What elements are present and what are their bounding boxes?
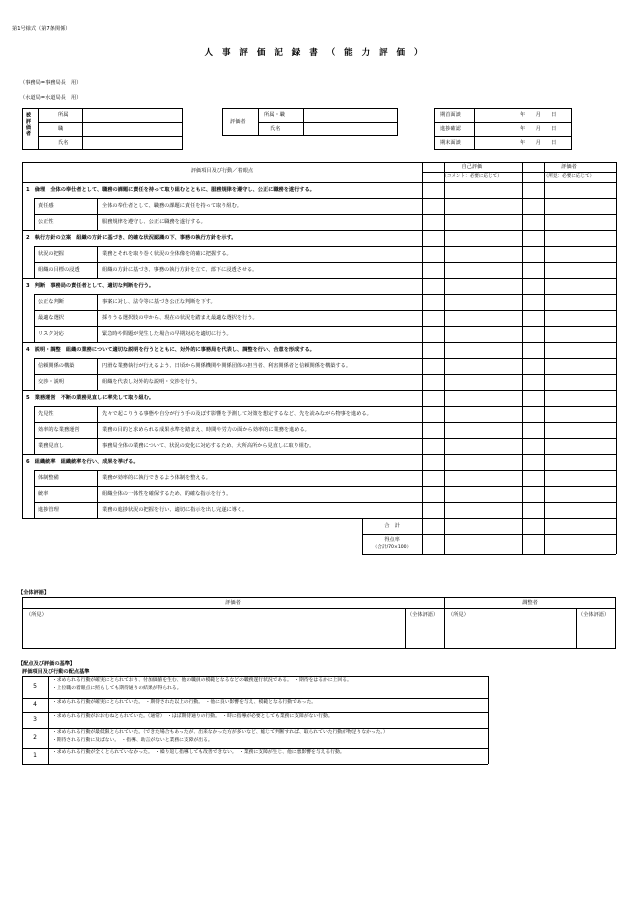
self-score-1-2[interactable] — [423, 215, 443, 229]
item-desc-6-1: 業務が効率的に執行できるよう体制を整える。 — [102, 475, 211, 481]
evaluatee-field-post: 職 — [58, 126, 64, 132]
evaluatee-affiliation-input[interactable] — [83, 109, 182, 121]
item-name-4-1: 信頼関係の構築 — [38, 363, 75, 369]
rule — [362, 534, 616, 535]
eval-score-3-2[interactable] — [523, 311, 543, 325]
criteria-score-3: 3 — [33, 716, 37, 723]
self-comment-6-1[interactable] — [445, 471, 521, 485]
rule — [22, 748, 488, 749]
self-comment-5-1[interactable] — [445, 407, 521, 421]
self-score-3-3[interactable] — [423, 327, 443, 341]
item-name-5-1: 先見性 — [38, 411, 54, 417]
overall-section-title: 【全体評語】 — [18, 590, 50, 596]
eval-score-2-1[interactable] — [523, 247, 543, 261]
eval-comment-6-1[interactable] — [545, 471, 615, 485]
overall-evaluator-opinion-label: （所見） — [26, 612, 47, 618]
self-comment-2-2[interactable] — [445, 263, 521, 277]
rule — [97, 294, 98, 342]
evaluatee-post-input[interactable] — [83, 123, 182, 135]
header-self-eval-sub: （コメント：必要に応じて） — [442, 174, 502, 179]
category-heading-6: 6 組織統率 組織統率を行い、成果を挙げる。 — [26, 459, 139, 465]
eval-comment-3-1[interactable] — [545, 295, 615, 309]
rule — [22, 182, 616, 183]
item-desc-3-1: 事案に対し、法令等に基づき公正な判断を下す。 — [102, 299, 216, 305]
rule — [22, 278, 616, 279]
eval-comment-4-1[interactable] — [545, 359, 615, 373]
rule — [22, 698, 488, 699]
item-desc-5-2: 業務の目的と求められる成果水準を踏まえ、時間や労力の面から効率的に業務を進める。 — [102, 427, 310, 433]
rule — [97, 198, 98, 230]
score-rate-label: 得点率 — [384, 537, 400, 543]
eval-score-4-2[interactable] — [523, 375, 543, 389]
item-name-1-1: 責任感 — [38, 203, 54, 209]
rule — [616, 162, 617, 554]
eval-comment-5-2[interactable] — [545, 423, 615, 437]
category-heading-5: 5 業務運営 不断の業務見直しに率先して取り組む。 — [26, 395, 155, 401]
self-comment-6-3[interactable] — [445, 503, 521, 517]
eval-score-6-1[interactable] — [523, 471, 543, 485]
rule — [97, 246, 98, 278]
criteria-desc-4-2: ・期待される行動に及ばない。 ・指導、助言がないと業務に支障が出る。 — [52, 738, 213, 743]
eval-total-input[interactable] — [523, 519, 543, 533]
item-name-2-1: 状況の把握 — [38, 251, 64, 257]
item-desc-1-2: 服務規律を遵守し、公正に職務を遂行する。 — [102, 219, 206, 225]
self-score-6-3[interactable] — [423, 503, 443, 517]
criteria-desc-3-1: ・求められる行動がおおむねとられていた。（通常） ・ほぼ期待通りの行動。 ・時に指導が必要としても業務に支障がない行動。 — [52, 714, 333, 719]
overall-adjuster-grade-label: （全体評語） — [578, 612, 610, 618]
self-comment-4-2[interactable] — [445, 375, 521, 389]
evaluator-label: 評価者 — [230, 119, 246, 125]
self-comment-1-2[interactable] — [445, 215, 521, 229]
item-name-2-2: 組織の目標の浸透 — [38, 267, 80, 273]
self-score-3-2[interactable] — [423, 311, 443, 325]
self-comment-3-1[interactable] — [445, 295, 521, 309]
overall-evaluator-opinion-input[interactable] — [23, 620, 404, 648]
self-rate-input[interactable] — [423, 535, 443, 553]
rule — [97, 470, 98, 518]
category-heading-4: 4 説明・調整 組織の業務について適切な説明を行うとともに、対外的に事務局を代表し、調整を行い、合意を形成する。 — [26, 347, 315, 353]
item-desc-4-2: 組織を代表し対外的な説明・交渉を行う。 — [102, 379, 201, 385]
criteria-desc-5-1: ・求められる行動が全くとられていなかった。 ・繰り返し指導しても改善できない。 ・業務に支障が生じ、他に悪影響を与える行動。 — [52, 750, 345, 755]
eval-comment-4-2[interactable] — [545, 375, 615, 389]
total-label: 合 計 — [384, 523, 400, 529]
rule — [422, 172, 616, 173]
rule — [22, 342, 616, 343]
check-label-1: 期首面談 — [440, 112, 461, 118]
item-desc-6-2: 組織全体の一体性を確保するため、的確な指示を行う。 — [102, 491, 232, 497]
eval-score-1-1[interactable] — [523, 199, 543, 213]
scope-line-2: （水道局=水道局長 用） — [20, 95, 82, 101]
header-evaluator: 評価者 — [561, 164, 577, 170]
self-comment-6-2[interactable] — [445, 487, 521, 501]
self-score-4-2[interactable] — [423, 375, 443, 389]
item-name-6-2: 統率 — [38, 491, 49, 497]
self-score-2-2[interactable] — [423, 263, 443, 277]
eval-comment-6-3[interactable] — [545, 503, 615, 517]
item-desc-1-1: 全体の奉仕者として、職務の課題に責任を持って取り組む。 — [102, 203, 242, 209]
rule — [362, 554, 616, 555]
rule — [22, 712, 488, 713]
header-self-eval: 自己評価 — [461, 164, 483, 170]
self-comment-5-2[interactable] — [445, 423, 521, 437]
self-score-5-3[interactable] — [423, 439, 443, 453]
item-name-3-3: リスク対応 — [38, 331, 64, 337]
self-comment-3-2[interactable] — [445, 311, 521, 325]
evaluator-field-affiliation: 所属・職 — [264, 112, 285, 118]
check-label-2: 進捗確認 — [440, 126, 461, 132]
item-name-5-3: 業務見直し — [38, 443, 64, 449]
rule — [97, 406, 98, 454]
item-name-4-2: 交渉・説明 — [38, 379, 64, 385]
item-name-6-3: 進捗管理 — [38, 507, 59, 513]
self-score-4-1[interactable] — [423, 359, 443, 373]
criteria-score-4: 2 — [33, 734, 37, 741]
overall-adjuster-grade-input[interactable] — [577, 620, 615, 648]
eval-comment-3-3[interactable] — [545, 327, 615, 341]
item-desc-5-1: 先々で起こりうる事態や自分が行う手の及ぼす影響を予測して対策を想定するなど、先を読みながら物事を進める。 — [102, 411, 372, 417]
rule — [22, 230, 616, 231]
item-desc-4-1: 円滑な業務執行が行えるよう、日頃から関係機関や関係団体の担当者、利害関係者と信頼関係を構築する。 — [102, 363, 352, 369]
self-score-2-1[interactable] — [423, 247, 443, 261]
self-comment-3-3[interactable] — [445, 327, 521, 341]
score-rate-sub: （合計/70×100） — [372, 545, 412, 550]
self-score-6-2[interactable] — [423, 487, 443, 501]
self-score-5-1[interactable] — [423, 407, 443, 421]
rule — [34, 198, 35, 230]
overall-adjuster-opinion-input[interactable] — [445, 620, 575, 648]
criteria-section-title: 【配点及び評価の基準】 — [18, 661, 76, 667]
page-title: 人 事 評 価 記 録 書 （ 能 力 評 価 ） — [204, 48, 426, 58]
eval-score-5-1[interactable] — [523, 407, 543, 421]
item-desc-5-3: 事務局全体の業務について、状況の変化に対応するため、大所高所から見直しに取り組む。 — [102, 443, 315, 449]
check-date-3[interactable]: 年 月 日 — [520, 140, 557, 146]
eval-score-6-3[interactable] — [523, 503, 543, 517]
rule — [34, 470, 35, 518]
item-name-3-1: 公正な判断 — [38, 299, 64, 305]
rule — [34, 294, 35, 342]
item-desc-3-3: 緊急時や問題が発生した場合の早期対応を適切に行う。 — [102, 331, 232, 337]
self-comment-4-1[interactable] — [445, 359, 521, 373]
self-score-6-1[interactable] — [423, 471, 443, 485]
self-score-3-1[interactable] — [423, 295, 443, 309]
rule — [34, 358, 35, 390]
eval-comment-2-1[interactable] — [545, 247, 615, 261]
eval-comment-1-2[interactable] — [545, 215, 615, 229]
rule — [22, 454, 616, 455]
criteria-score-2: 4 — [33, 701, 37, 708]
category-heading-3: 3 判断 事務局の責任者として、適切な判断を行う。 — [26, 283, 155, 289]
header-items: 評価項目及び行動／着眼点 — [190, 168, 254, 174]
rule — [488, 676, 489, 764]
item-name-6-1: 体制整備 — [38, 475, 59, 481]
rule — [22, 162, 616, 163]
rule — [22, 764, 488, 765]
category-heading-1: 1 倫理 全体の奉仕者として、職務の課題に責任を持って取り組むとともに、服務規律を遵守し、公正に職務を遂行する。 — [26, 187, 315, 193]
rule — [22, 676, 23, 764]
scope-line-1: （事務局=事務局長 用） — [20, 80, 82, 86]
eval-comment-1-1[interactable] — [545, 199, 615, 213]
rule — [34, 406, 35, 454]
item-desc-2-1: 業務とそれを取り巻く状況の全体像を的確に把握する。 — [102, 251, 232, 257]
criteria-desc-1-2: ・上位職の着眼点に照らしても期待通りの結果が得られる。 — [52, 686, 182, 691]
evaluator-affiliation-input[interactable] — [304, 109, 397, 121]
eval-comment-5-3[interactable] — [545, 439, 615, 453]
self-comment-1-1[interactable] — [445, 199, 521, 213]
rule — [22, 728, 488, 729]
criteria-score-1: 5 — [33, 683, 37, 690]
criteria-desc-1-1: ・求められる行動が確実にとられており、付加価値を生む、他の職員の模範となるなどの職務遂行状況である。 ・期待をはるかに上回る。 — [52, 678, 352, 683]
check-date-1[interactable]: 年 月 日 — [520, 112, 557, 118]
eval-comment-6-2[interactable] — [545, 487, 615, 501]
eval-score-2-2[interactable] — [523, 263, 543, 277]
category-heading-2: 2 執行方針の立案 組織の方針に基づき、的確な状況認識の下、事務の執行方針を示す。 — [26, 235, 237, 241]
item-desc-3-2: 採りうる選択肢の中から、現在の状況を踏まえ最適な選択を行う。 — [102, 315, 258, 321]
item-name-1-2: 公正性 — [38, 219, 54, 225]
eval-score-3-3[interactable] — [523, 327, 543, 341]
rule — [22, 676, 488, 677]
check-label-3: 期末面談 — [440, 140, 461, 146]
self-score-5-2[interactable] — [423, 423, 443, 437]
eval-comment-3-2[interactable] — [545, 311, 615, 325]
eval-rate-input[interactable] — [523, 535, 543, 553]
evaluatee-label: 被評価者 — [25, 112, 31, 137]
item-desc-6-3: 業務の進捗状況の把握を行い、適切に指示を出し完遂に導く。 — [102, 507, 248, 513]
eval-score-5-3[interactable] — [523, 439, 543, 453]
self-comment-5-3[interactable] — [445, 439, 521, 453]
eval-score-4-1[interactable] — [523, 359, 543, 373]
eval-comment-5-1[interactable] — [545, 407, 615, 421]
eval-score-6-2[interactable] — [523, 487, 543, 501]
self-comment-2-1[interactable] — [445, 247, 521, 261]
criteria-subtitle: 評価項目及び行動の配点基準 — [22, 669, 90, 675]
criteria-desc-2-1: ・求められる行動が確実にとられていた。 ・期待された以上の行動。 ・他に良い影響を与え、模範となる行動であった。 — [52, 700, 317, 705]
rule — [22, 162, 23, 518]
eval-score-3-1[interactable] — [523, 295, 543, 309]
evaluatee-name-input[interactable] — [83, 137, 182, 149]
overall-adjuster-opinion-label: （所見） — [448, 612, 469, 618]
overall-evaluator-header: 評価者 — [225, 600, 241, 606]
evaluator-field-name: 氏名 — [270, 126, 281, 132]
criteria-desc-4-1: ・求められる行動が最低限とられていた。（できた場合もあったが、出来なかった方が多いなど、総じて判断すれば、取られていた行動が物足りなかった。） — [52, 730, 388, 735]
overall-evaluator-grade-label: （全体評語） — [407, 612, 439, 618]
eval-comment-2-2[interactable] — [545, 263, 615, 277]
self-total-input[interactable] — [423, 519, 443, 533]
item-name-5-2: 効率的な業務運営 — [38, 427, 80, 433]
evaluatee-field-affiliation: 所属 — [58, 112, 69, 118]
evaluator-name-input[interactable] — [304, 123, 397, 135]
rule — [97, 358, 98, 390]
header-evaluator-sub: （所見：必要に応じて） — [543, 174, 595, 179]
criteria-score-5: 1 — [33, 752, 37, 759]
overall-evaluator-grade-input[interactable] — [406, 620, 443, 648]
item-name-3-2: 最適な選択 — [38, 315, 64, 321]
rule — [48, 676, 49, 764]
item-desc-2-2: 組織の方針に基づき、事務の執行方針を立て、部下に浸透させる。 — [102, 267, 258, 273]
evaluatee-field-name: 氏名 — [58, 140, 69, 146]
eval-score-1-2[interactable] — [523, 215, 543, 229]
rule — [34, 246, 35, 278]
overall-adjuster-header: 調整者 — [522, 600, 538, 606]
rule — [22, 390, 616, 391]
self-score-1-1[interactable] — [423, 199, 443, 213]
check-date-2[interactable]: 年 月 日 — [520, 126, 557, 132]
eval-score-5-2[interactable] — [523, 423, 543, 437]
form-number: 第1号様式（第7条関係） — [12, 26, 71, 32]
